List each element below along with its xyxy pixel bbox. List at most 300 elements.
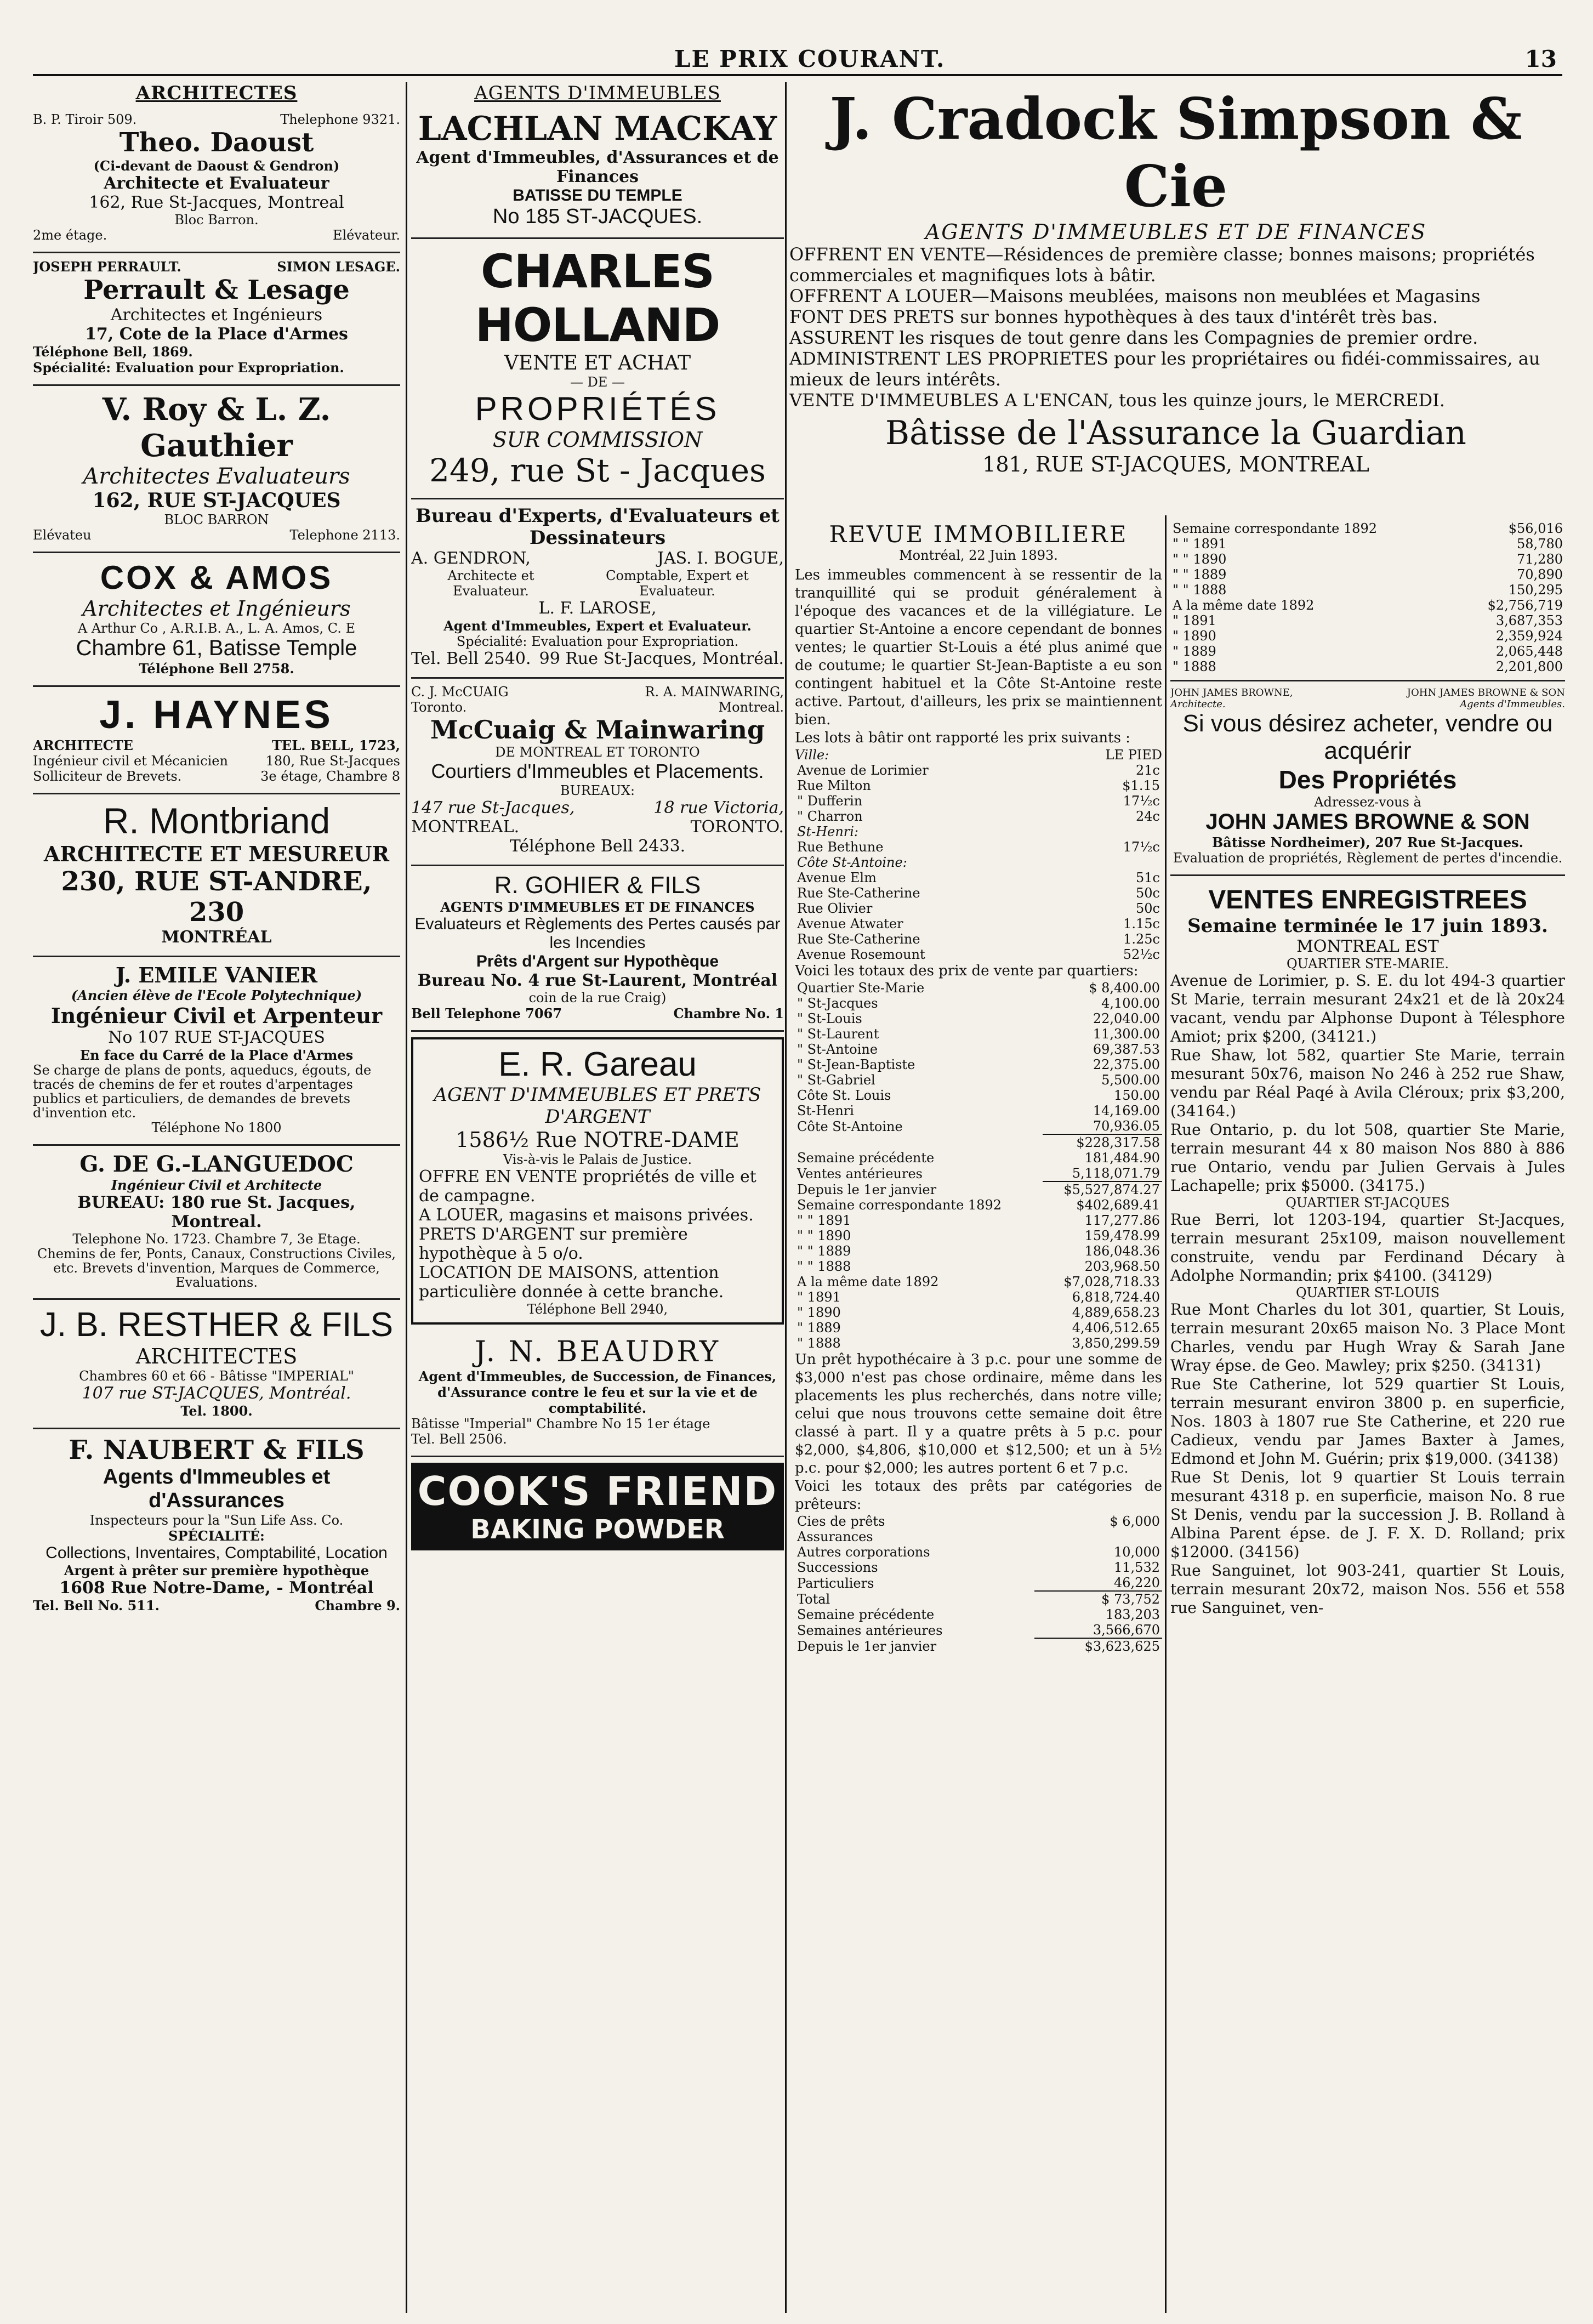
table-row [795,1514,1162,1529]
paragraph: Voici les totaux des prêts par catégories de prêteurs: [795,1478,1162,1513]
cell: 150,295 [1508,582,1563,598]
address: 99 Rue St-Jacques, Montréal. [539,649,784,668]
phone: Thelephone 9321. [280,112,400,127]
phone: Tel. Bell 2506. [411,1431,507,1447]
lots-table [795,763,1162,962]
table-row [1170,644,1565,659]
table-row [795,1274,1162,1289]
cell: Rue Ste-Catherine [797,931,920,947]
profession: Agents d'Immeubles. [1460,698,1565,710]
cell: Particuliers [797,1575,874,1591]
table-row [1170,536,1565,552]
cell: A la même date 1892 [797,1274,939,1289]
phone: Tel. 1800. [180,1403,253,1419]
cell: 3,687,353 [1495,613,1563,628]
cell: 4,406,512.65 [1072,1320,1160,1336]
cell: 1.25c [1123,931,1160,947]
cell: Avenue Elm [797,870,877,885]
column-architectes [33,82,400,2313]
column-rule [785,82,787,2313]
name: A. GENDRON, [411,549,531,568]
table-row [1170,552,1565,567]
specialty: Collections, Inventaires, Comptabilité, Location [45,1544,388,1562]
partner: JOHN JAMES BROWNE, [1170,687,1293,698]
profession: Ingénieur Civil et Arpenteur [50,1003,383,1028]
advertiser-name: G. DE G.-LANGUEDOC [79,1151,354,1177]
cell: Depuis le 1er janvier [797,1638,937,1654]
profession: Agents d'Immeubles et d'Assurances [103,1465,331,1512]
cell: " St-Antoine [797,1042,878,1057]
name: JAS. I. BOGUE, [657,549,784,568]
cell: Depuis le 1er janvier [797,1181,937,1197]
brand-line: BAKING POWDER [470,1514,725,1545]
cell: " St-Gabriel [797,1072,875,1088]
ventes-week: Semaine terminée le 17 juin 1893. [1187,915,1548,937]
advertiser-name: CHARLES HOLLAND [475,245,720,352]
cell: " 1889 [1173,644,1216,659]
cell: $2,756,719 [1487,598,1563,613]
address: Bureau No. 4 rue St-Laurent, Montréal [417,971,778,990]
cell: 22,040.00 [1093,1011,1160,1026]
table-row [795,1166,1162,1181]
chambre: Chambre No. 1 [673,1005,784,1021]
advertiser-name: COX & AMOS [100,559,333,596]
table-row [795,1088,1162,1103]
lots-head: LE PIED [1105,747,1162,763]
partner: JOHN JAMES BROWNE & SON [1407,687,1565,698]
cell: " 1891 [1173,613,1216,628]
profession: ARCHITECTE ET MESUREUR [43,842,390,866]
column-rule [1165,515,1167,2313]
cell: 5,500.00 [1101,1072,1160,1088]
cell: " " 1891 [797,1213,851,1228]
advertiser-name: J. N. BEAUDRY [474,1336,721,1368]
running-title: LE PRIX COURANT. [674,46,946,72]
cell: Assurances [797,1529,873,1544]
table-row [795,1134,1162,1150]
profession: Architecte et Evaluateur. [447,568,534,599]
phone: Tel. Bell 2540. [411,649,531,668]
corresp-table [1170,521,1565,674]
title: Bureau d'Experts, d'Evaluateurs et Dessinateurs [416,505,780,549]
partner: SIMON LESAGE. [277,259,400,275]
lots-head: Ville: [795,747,829,763]
cell: " " 1888 [1173,582,1227,598]
cell: St-Henri: [797,824,859,839]
cell: 70,936.05 [1093,1118,1160,1134]
cell: 4,889,658.23 [1072,1305,1160,1320]
po-box: B. P. Tiroir 509. [33,112,137,127]
table-row [795,1622,1162,1638]
profession: Agent d'Immeubles, d'Assurances et de Finances [416,148,779,186]
location: En face du Carré de la Place d'Armes [79,1047,354,1063]
partner: R. A. MAINWARING, [645,684,784,700]
loan: Argent à prêter sur première hypothèque [64,1562,369,1578]
cell: 6,818,724.40 [1072,1289,1160,1305]
paragraph: Les lots à bâtir ont rapporté les prix suivants : [795,730,1130,746]
table-row [795,1591,1162,1607]
cell: " 1888 [1173,659,1216,674]
advertiser-name: J. EMILE VANIER [115,963,318,987]
sale-entry: Avenue de Lorimier, p. S. E. du lot 494-3 quartier St Marie, terrain mesurant 24x21 et de là 20x24 vacant, vendu par Alphonse Dupont à Télesphore Amiot; prix $200, (34121.) [1170,971,1565,1045]
eval: Evaluation de propriétés, Règlement de pertes d'incendie. [1173,850,1563,866]
table-row [795,1026,1162,1042]
ventes-title: VENTES ENREGISTREES [1208,885,1527,914]
sale-entry: Rue St Denis, lot 9 quartier St Louis terrain mesurant 4318 p. en superficie, maison No. 8 rue St Denis, vendu par la succession J. B. Rolland à Albina Parent épse. de J. F. X. D. Rolland; prix $12000. (34156) [1170,1468,1565,1561]
table-row [795,1103,1162,1118]
line: OFFRENT EN VENTE—Résidences de première classe; bonnes maisons; propriétés commerciales et magnifiques lots à bâtir. [789,244,1535,286]
profession: Ingénieur civil et Mécanicien [33,753,228,769]
bloc: BLOC BARRON [164,512,269,527]
column-rule [406,82,407,2313]
bureaux: BUREAUX: [560,783,635,798]
headline: Des Propriétés [1278,765,1457,794]
table-row [795,1057,1162,1072]
ad-perrault-lesage [33,253,400,386]
phone: TEL. BELL, 1723, [272,737,400,753]
table-row [795,1181,1162,1197]
phone: Tel. Bell No. 511. [33,1598,160,1613]
table-row [795,870,1162,885]
cell: 14,169.00 [1093,1103,1160,1118]
address: No 107 RUE ST-JACQUES [108,1028,325,1047]
revue-date: Montréal, 22 Juin 1893. [899,548,1058,563]
table-row [1170,582,1565,598]
phone: Téléphone Bell 2433. [509,837,686,856]
profession: Architectes et Ingénieurs [82,596,351,621]
cell: 1.15c [1123,916,1160,931]
cell: $ 6,000 [1110,1514,1160,1529]
cell: 17½c [1123,839,1160,855]
profession: Ingénieur Civil et Architecte [111,1177,322,1193]
table-row [795,1529,1162,1544]
location: Vis-à-vis le Palais de Justice. [503,1152,692,1167]
cell: " " 1891 [1173,536,1227,552]
advertiser-name: JOHN JAMES BROWNE & SON [1205,810,1530,834]
profession: Courtiers d'Immeubles et Placements. [431,760,764,782]
cell: 70,890 [1517,567,1563,582]
ad-daoust [33,82,400,253]
cell: 181,484.90 [1084,1150,1160,1166]
former-firm: (Ci-devant de Daoust & Gendron) [93,158,340,174]
cell: 186,048.36 [1084,1243,1160,1259]
advertiser-name: R. Montbriand [103,800,331,841]
cell [1076,855,1162,870]
address: 17, Cote de la Place d'Armes [85,325,348,344]
cell: Semaine correspondante 1892 [1173,521,1377,536]
cell: " " 1890 [797,1228,851,1243]
quartiers-table [795,980,1162,1351]
partner: JOSEPH PERRAULT. [33,259,181,275]
cell: $ 73,752 [1034,1591,1162,1607]
line: Prêts d'Argent sur Hypothèque [476,952,719,970]
cell: " Dufferin [797,793,863,809]
table-row [795,1042,1162,1057]
column-agents [411,82,784,2313]
ad-cradock-simpson [789,82,1562,515]
cell: 2,065,448 [1495,644,1563,659]
advertiser-name: J. HAYNES [99,693,334,737]
table-row [795,1607,1162,1622]
advertiser-name: Perrault & Lesage [83,275,350,305]
address: 107 rue ST-JACQUES, Montréal. [82,1384,351,1403]
chambre: Chambre 9. [315,1598,400,1613]
table-row [795,885,1162,901]
profession: Agent d'Immeubles, de Succession, de Finances, d'Assurance contre le feu et sur la vie et de comptabilité. [418,1368,777,1416]
cell: 117,277.86 [1084,1213,1160,1228]
table-row [795,931,1162,947]
table-row [795,1336,1162,1351]
table-row [795,916,1162,931]
table-row [795,778,1162,793]
quartier: QUARTIER STE-MARIE. [1287,956,1449,971]
profession: AGENT D'IMMEUBLES ET PRETS D'ARGENT [434,1084,761,1128]
table-row [795,763,1162,778]
cell: 3,566,670 [1093,1622,1160,1638]
cell: 10,000 [1114,1544,1160,1560]
sale-entry: Rue Mont Charles du lot 301, quartier, St Louis, terrain mesurant 20x65 maison No. 3 Place Mont Charles, vendu par Hugh Wray & Sarah Jane Wray épse. de Geo. Mawley; prix $250. (34131) [1170,1300,1565,1374]
section-title: ARCHITECTES [135,82,298,104]
profession: ARCHITECTES [135,1344,298,1368]
table-row [795,1228,1162,1243]
table-row [795,980,1162,996]
bat: Bâtisse "Imperial" Chambre No 15 1er étage [411,1416,710,1431]
profession: Architectes Evaluateurs [83,464,350,489]
city: MONTRÉAL [161,928,272,947]
cell: Successions [797,1560,878,1575]
table-row [795,996,1162,1011]
address: Chambre 61, Batisse Temple [76,636,357,660]
cell: " " 1889 [797,1243,851,1259]
table-row [795,1289,1162,1305]
advertiser-name: V. Roy & L. Z. Gauthier [102,391,331,464]
cell: 46,220 [1114,1575,1160,1590]
ventes-section [1170,885,1565,1617]
cell: " 1890 [1173,628,1216,644]
paragraph: Un prêt hypothécaire à 3 p.c. pour une somme de $3,000 n'est pas chose ordinaire, même dans les placements les plus recherchés, dans notre ville; celui que nous trouvons cette semaine doit être classé à part. Il y a quatre prêts à 5 p.c. pour $2,000, $4,806, $10,000 et $12,500; et un à 5½ p.c. pour $2,000; les autres portent 6 et 7 p.c. [795,1351,1162,1476]
advertiser-name: McCuaig & Mainwaring [430,715,765,745]
ad-mackay [411,82,784,239]
headline: Si vous désirez acheter, vendre ou acquérir [1182,710,1553,764]
cell: " St-Jean-Baptiste [797,1057,915,1072]
description: Se charge de plans de ponts, aqueducs, égouts, de tracés de chemins de fer et routes d'arpentages publics et particuliers, de demandes de brevets d'invention etc. [33,1062,372,1121]
cities: DE MONTREAL ET TORONTO [495,745,700,760]
advertiser-name: J. B. RESTHER & FILS [39,1306,394,1344]
column-ventes [1170,521,1565,2313]
profession: Architectes et Ingénieurs [110,305,323,325]
advertiser-name: R. GOHIER & FILS [494,872,701,899]
line: A LOUER, magasins et maisons privées. [419,1206,754,1225]
phone: Bell Telephone 7067 [411,1005,562,1021]
profession: ARCHITECTE [33,737,133,753]
table-row [795,1011,1162,1026]
table-row [795,855,1162,870]
members: A Arthur Co , A.R.I.B. A., L. A. Amos, C. E [77,621,356,636]
sale-entry: Rue Berri, lot 1203-194, quartier St-Jacques, terrain mesurant 25x109, maison nouvellement construite, vendu par Ferdinand Décary à Adolphe Normandin; prix $4100. (34129) [1170,1211,1565,1285]
ad-holland [411,239,784,499]
address: 3e étage, Chambre 8 [260,769,400,784]
cell: 24c [1136,809,1160,824]
cell: " 1888 [797,1336,841,1351]
city: Montreal. [718,700,784,715]
table-row [795,1118,1162,1134]
cell: 159,478.99 [1084,1228,1160,1243]
cell: Avenue Rosemount [797,947,925,962]
line: PRETS D'ARGENT sur première hypothèque à 5 o/o. [419,1225,688,1263]
cell: Rue Milton [797,778,871,793]
cell: $5,527,874.27 [1043,1181,1162,1197]
region: MONTREAL EST [1296,937,1439,956]
cell: Côte St-Antoine: [797,855,907,870]
cell: 22,375.00 [1093,1057,1160,1072]
table-row [795,1638,1162,1654]
sale-entry: Rue Shaw, lot 582, quartier Ste Marie, terrain mesurant 50x76, maison No 246 à 252 rue Shaw, vendu par Réal Paqé à Avila Cléroux; prix $3,200, (34164.) [1170,1046,1565,1120]
paragraph: Les immeubles commencent à se ressentir de la tranquillité qui se produit généralement à l'époque des vacances et de la villégiature. Le quartier St-Antoine a encore cependant de bonnes ventes; le quartier St-Louis a été plus animé que de coutume; le quartier St-Jean-Baptiste a eu son contingent habituel et la Côte St-Antoine reste active. Partout, d'ailleurs, les prix se maintiennent bien. [795,567,1162,728]
table-row [795,839,1162,855]
cell [1034,1529,1162,1544]
city: TORONTO. [690,817,784,837]
cell: $7,028,718.33 [1063,1274,1160,1289]
cell: Semaine correspondante 1892 [797,1197,1002,1213]
line: — DE — [570,374,625,390]
name: L. F. LAROSE, [538,599,657,618]
line: ADMINISTRENT LES PROPRIETES pour les propriétaires ou fidéi-commissaires, au mieux de leurs intérêts. [789,348,1540,390]
cell: " " 1889 [1173,567,1227,582]
cell: Rue Olivier [797,901,873,916]
address: 180, Rue St-Jacques [265,753,400,769]
partner: C. J. McCUAIG [411,684,509,700]
cell: 2,359,924 [1495,628,1563,644]
cell: Rue Bethune [797,839,884,855]
cell: 11,300.00 [1093,1026,1160,1042]
address: BUREAU: 180 rue St. Jacques, Montreal. [77,1193,356,1231]
cell: 3,850,299.59 [1072,1336,1160,1351]
ad-beaudry [411,1330,784,1457]
cell: " 1891 [797,1289,841,1305]
cell: " " 1888 [797,1259,851,1274]
cell: 50c [1136,885,1160,901]
cell: Autres corporations [797,1544,930,1560]
ad-cooks-friend [411,1463,784,1550]
advertiser-name: Theo. Daoust [119,127,314,158]
cell: $1.15 [1122,778,1160,793]
line: LOCATION DE MAISONS, attention particulière donnée à cette branche. [419,1263,724,1302]
cell: Semaines antérieures [797,1622,943,1638]
sale-entry: Rue Sanguinet, lot 903-241, quartier St Louis, terrain mesurant 20x72, maison Nos. 556 et 558 rue Sanguinet, ven- [1170,1561,1565,1617]
cell: " St-Laurent [797,1026,879,1042]
cell: Côte St. Louis [797,1088,891,1103]
cell: " 1889 [797,1320,841,1336]
cell: $402,689.41 [1076,1197,1160,1213]
table-row [795,1320,1162,1336]
cell [1076,824,1162,839]
ad-gohier [411,866,784,1032]
ad-montbriand [33,794,400,957]
bat: Bâtisse de l'Assurance la Guardian [885,414,1466,452]
table-row [795,947,1162,962]
cell: " St-Jacques [797,996,878,1011]
cell: Semaine précédente [797,1150,935,1166]
advertiser-name: F. NAUBERT & FILS [69,1435,365,1465]
total-cell: $228,317.58 [1043,1134,1162,1150]
phone: Téléphone No 1800 [151,1120,282,1135]
line: VENTE ET ACHAT [504,352,691,374]
line: VENTE D'IMMEUBLES A L'ENCAN, tous les quinze jours, le MERCREDI. [789,390,1445,411]
elevator: Elévateu [33,527,92,543]
cell: 71,280 [1517,552,1563,567]
table-row [1170,628,1565,644]
table-row [795,1544,1162,1560]
ad-gareau [411,1037,784,1325]
table-row [795,1305,1162,1320]
cell: 51c [1136,870,1160,885]
table-row [795,901,1162,916]
specialty: Spécialité: Evaluation pour Expropriation. [33,360,344,376]
phone: Téléphone Bell, 1869. [33,344,193,360]
ad-roy-gauthier [33,386,400,553]
city: Toronto. [411,700,467,715]
line: PROPRIÉTÉS [475,390,720,427]
cell: 50c [1136,901,1160,916]
cell: Total [797,1591,830,1607]
line: OFFRE EN VENTE propriétés de ville et de campagne. [419,1167,756,1206]
table-row [1170,598,1565,613]
ad-cox-amos [33,553,400,687]
table-row [1170,659,1565,674]
ad-languedoc [33,1146,400,1300]
contact: Adressez-vous à [1314,794,1421,810]
cell: 183,203 [1105,1607,1160,1622]
specialty: Spécialité: Evaluation pour Expropriation. [456,634,739,649]
inspectors: Inspecteurs pour la "Sun Life Ass. Co. [89,1513,344,1528]
address: 230, RUE ST-ANDRE, 230 [61,866,372,928]
table-row [795,1575,1162,1591]
cell: Côte St-Antoine [797,1118,903,1134]
cell: " Charron [797,809,863,824]
cell: Ventes antérieures [797,1166,923,1181]
cell: 4,100.00 [1101,996,1160,1011]
cell: $ 8,400.00 [1089,980,1160,996]
phone: Telephone 2113. [289,527,400,543]
ad-browne [1170,680,1565,876]
brand-line: COOK'S FRIEND [417,1468,778,1514]
cell: 58,780 [1517,536,1563,552]
cell: 203,968.50 [1084,1259,1160,1274]
ad-haynes [33,687,400,794]
section-title: AGENTS D'IMMEUBLES [474,82,721,104]
bloc: Bloc Barron. [174,212,259,228]
cell: 2,201,800 [1495,659,1563,674]
cell: 11,532 [1114,1560,1160,1575]
table-row [1170,567,1565,582]
quartier: QUARTIER ST-JACQUES [1285,1195,1450,1211]
specialty-label: SPÉCIALITÉ: [168,1528,265,1544]
table-row [795,1243,1162,1259]
address: 1608 Rue Notre-Dame, - Montréal [59,1578,374,1598]
cell: $56,016 [1508,521,1563,536]
city: MONTREAL. [411,817,520,837]
table-row [1170,521,1565,536]
column-revue [795,521,1162,2313]
phone: Téléphone Bell 2758. [139,661,294,677]
ad-bureau-experts [411,499,784,679]
cell: 69,387.53 [1093,1042,1160,1057]
address: 181, RUE ST-JACQUES, MONTREAL [982,452,1369,476]
advertiser-name: J. Cradock Simpson & Cie [829,85,1522,220]
corner: coin de la rue Craig) [528,990,667,1005]
page-number: 13 [1524,46,1557,72]
cell: " 1890 [797,1305,841,1320]
